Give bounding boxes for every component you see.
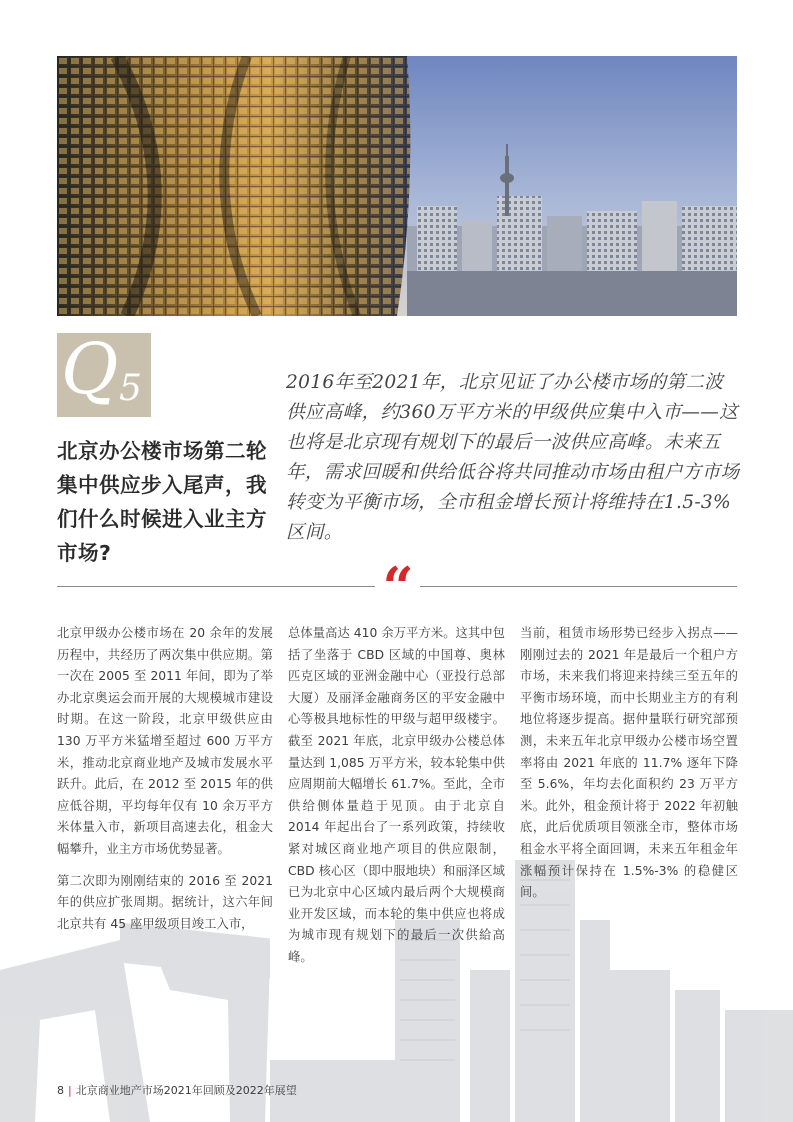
question-number-badge: [57, 328, 151, 417]
body-column-1: [57, 623, 273, 945]
divider-right: [420, 586, 737, 587]
footer-separator: |: [68, 1084, 72, 1097]
body-paragraph: 总体量高达 410 余万平方米。这其中包括了坐落于 CBD 区域的中国尊、奥林匹克区域的亚洲金融中心（亚投行总部大厦）及丽泽金融商务区的平安金融中心等极具地标性的甲级与超甲级楼宇。截至 2021 年底，北京甲级办公楼总体量达到 1,085 万平方米，较本轮集中供应周期前大幅增长 61.7%。至此，全市供给侧体量趋于见顶。由于北京自 2014 年起出台了一系列政策，持续收紧对城区商业地产项目的供应限制，CBD 核心区（即中服地块）和丽泽区域已为北京中心区域内最后两个大规模商业开发区域，而本轮的集中供应也将成为城市现有规划下的最后一次供給高峰。: [288, 626, 505, 964]
question-heading: 北京办公楼市场第二轮集中供应步入尾声，我们什么时候进入业主方市场?: [57, 439, 267, 565]
body-column-2: [288, 623, 505, 979]
q-letter: Q: [61, 328, 119, 410]
page-footer: [57, 1083, 297, 1099]
footer-title: 北京商业地产市场2021年回顾及2022年展望: [75, 1084, 297, 1097]
hero-photo: [57, 56, 737, 316]
page-number: 8: [57, 1084, 64, 1097]
quote-icon: “: [382, 555, 414, 619]
body-paragraph: 北京甲级办公楼市场在 20 余年的发展历程中，共经历了两次集中供应期。第一次在 2005 至 2011 年间，即为了举办北京奥运会而开展的大规模城市建设时期。在这一阶段，北京甲级供应由 130 万平方米猛增至超过 600 万平方米，推动北京商业地产及城市发展水平跃升。此后，在 2012 至 2015 年的供应低谷期，平均每年仅有 10 余万平方米体量入市，新项目高速去化，租金大幅攀升，业主方市场优势显著。: [57, 626, 273, 856]
divider-left: [57, 586, 375, 587]
q-number: 5: [119, 368, 142, 409]
body-column-3: [520, 623, 738, 914]
body-paragraph: 当前，租赁市场形势已经步入拐点——刚刚过去的 2021 年是最后一个租户方市场，未来我们将迎来持续三至五年的平衡市场环境，而中长期业主方的有利地位将逐步提高。据仲量联行研究部预测，未来五年北京甲级办公楼市场空置率将由 2021 年底的 11.7% 逐年下降至 5.6%，年均去化面积约 23 万平方米。此外，租金预计将于 2022 年初触底，此后优质项目领涨全市，整体市场租金水平将全面回调，未来五年租金年涨幅预计保持在 1.5%-3% 的稳健区间。: [520, 626, 738, 900]
intro-summary: 2016年至2021年，北京见证了办公楼市场的第二波供应高峰，约360万平方米的甲级供应集中入市——这也将是北京现有规划下的最后一波供应高峰。未来五年，需求回暖和供给低谷将共同推动市场由租户方市场转变为平衡市场，全市租金增长预计将维持在1.5-3%区间。: [286, 372, 740, 543]
body-paragraph: 第二次即为刚刚结束的 2016 至 2021 年的供应扩张周期。据统计，这六年间北京共有 45 座甲级项目竣工入市，: [57, 873, 273, 931]
